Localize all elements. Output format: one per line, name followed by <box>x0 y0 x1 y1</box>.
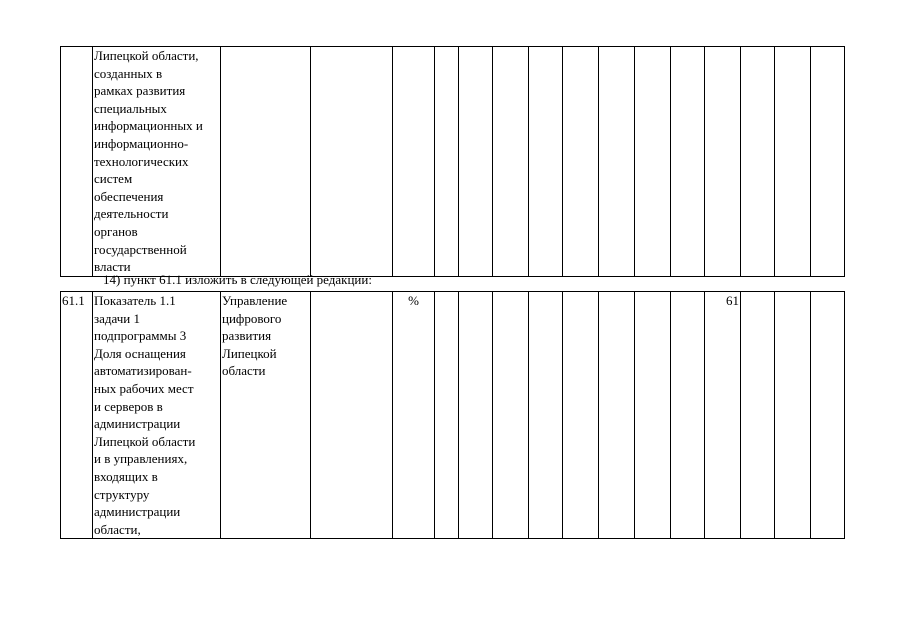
empty-cell <box>529 292 563 539</box>
empty-cell <box>811 47 845 277</box>
table-row <box>61 47 845 277</box>
empty-cell <box>599 47 635 277</box>
value-cell: 61 <box>705 292 741 539</box>
empty-cell <box>741 47 775 277</box>
executor-cell <box>221 47 311 277</box>
empty-cell <box>635 292 671 539</box>
empty-cell <box>311 292 393 539</box>
empty-cell <box>493 292 529 539</box>
empty-cell <box>459 47 493 277</box>
empty-cell <box>311 47 393 277</box>
empty-cell <box>671 47 705 277</box>
empty-cell <box>775 292 811 539</box>
empty-cell <box>563 47 599 277</box>
row-number-cell: 61.1 <box>61 292 93 539</box>
empty-cell <box>599 292 635 539</box>
indicator-cell: Липецкой области, созданных в рамках развития специальных информационных и информационно- технологических систем обеспечения деятельности органов государственной власти <box>93 47 221 277</box>
table-row <box>61 292 845 539</box>
empty-cell <box>435 47 459 277</box>
table-continuation <box>60 46 845 277</box>
empty-cell <box>493 47 529 277</box>
empty-cell <box>671 292 705 539</box>
amendment-text: 14) пункт 61.1 изложить в следующей редакции: <box>103 272 372 287</box>
unit-cell <box>393 47 435 277</box>
empty-cell <box>635 47 671 277</box>
executor-cell: Управление цифрового развития Липецкой области <box>221 292 311 539</box>
indicator-cell: Показатель 1.1 задачи 1 подпрограммы 3 Доля оснащения автоматизирован- ных рабочих мест и серверов в администрации Липецкой области и в управлениях, входящих в структуру администрации области, <box>93 292 221 539</box>
empty-cell <box>529 47 563 277</box>
empty-cell <box>775 47 811 277</box>
table-item-61-1 <box>60 291 845 539</box>
empty-cell <box>435 292 459 539</box>
empty-cell <box>459 292 493 539</box>
row-number-cell <box>61 47 93 277</box>
empty-cell <box>741 292 775 539</box>
empty-cell <box>563 292 599 539</box>
unit-cell: % <box>393 292 435 539</box>
empty-cell <box>811 292 845 539</box>
empty-cell <box>705 47 741 277</box>
